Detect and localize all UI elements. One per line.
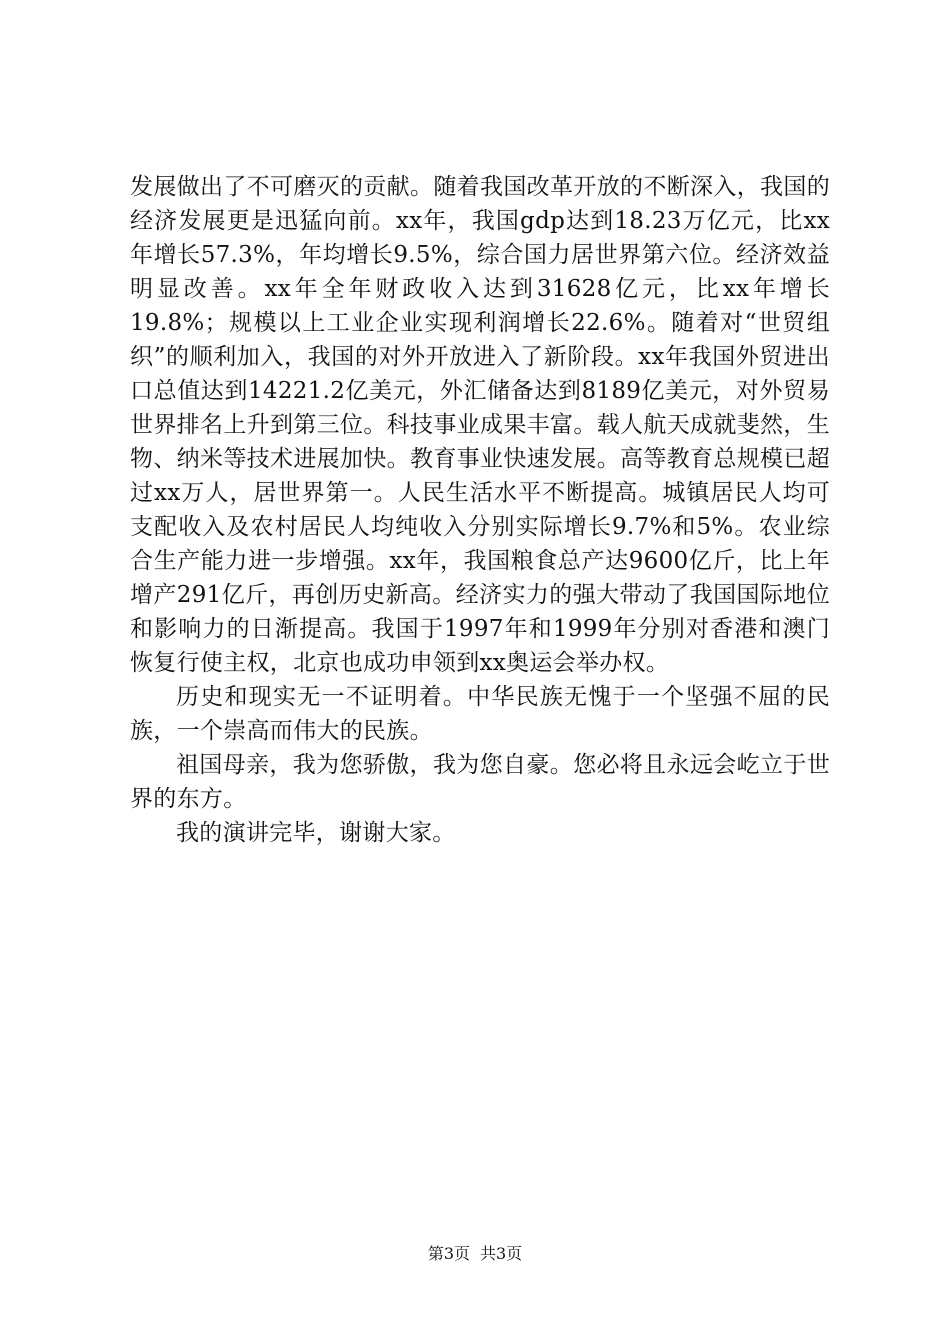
paragraph-motherland-pride: 祖国母亲，我为您骄傲，我为您自豪。您必将且永远会屹立于世界的东方。 <box>130 752 830 812</box>
page-footer <box>0 1244 950 1264</box>
paragraph-economic-achievements: 发展做出了不可磨灭的贡献。随着我国改革开放的不断深入，我国的经济发展更是迅猛向前。xx年，我国gdp达到18.23万亿元，比xx年增长57.3%，年均增长9.5%，综合国力居世界第六位。经济效益明显改善。xx年全年财政收入达到31628亿元，比xx年增长19.8%；规模以上工业企业实现利润增长22.6%。随着对“世贸组织”的顺利加入，我国的对外开放进入了新阶段。xx年我国外贸进出口总值达到14221.2亿美元，外汇储备达到8189亿美元，对外贸易世界排名上升到第三位。科技事业成果丰富。载人航天成就斐然，生物、纳米等技术进展加快。教育事业快速发展。高等教育总规模已超过xx万人，居世界第一。人民生活水平不断提高。城镇居民人均可支配收入及农村居民人均纯收入分别实际增长9.7%和5%。农业综合生产能力进一步增强。xx年，我国粮食总产达9600亿斤，比上年增产291亿斤，再创历史新高。经济实力的强大带动了我国国际地位和影响力的日渐提高。我国于1997年和1999年分别对香港和澳门恢复行使主权，北京也成功申领到xx奥运会举办权。 <box>130 174 830 676</box>
document-body <box>130 170 830 850</box>
page-total: 共3页 <box>480 1244 523 1263</box>
paragraph-history-reality: 历史和现实无一不证明着。中华民族无愧于一个坚强不屈的民族，一个崇高而伟大的民族。 <box>130 684 830 744</box>
page-number: 第3页 <box>427 1244 470 1263</box>
paragraph-closing: 我的演讲完毕，谢谢大家。 <box>176 820 456 846</box>
